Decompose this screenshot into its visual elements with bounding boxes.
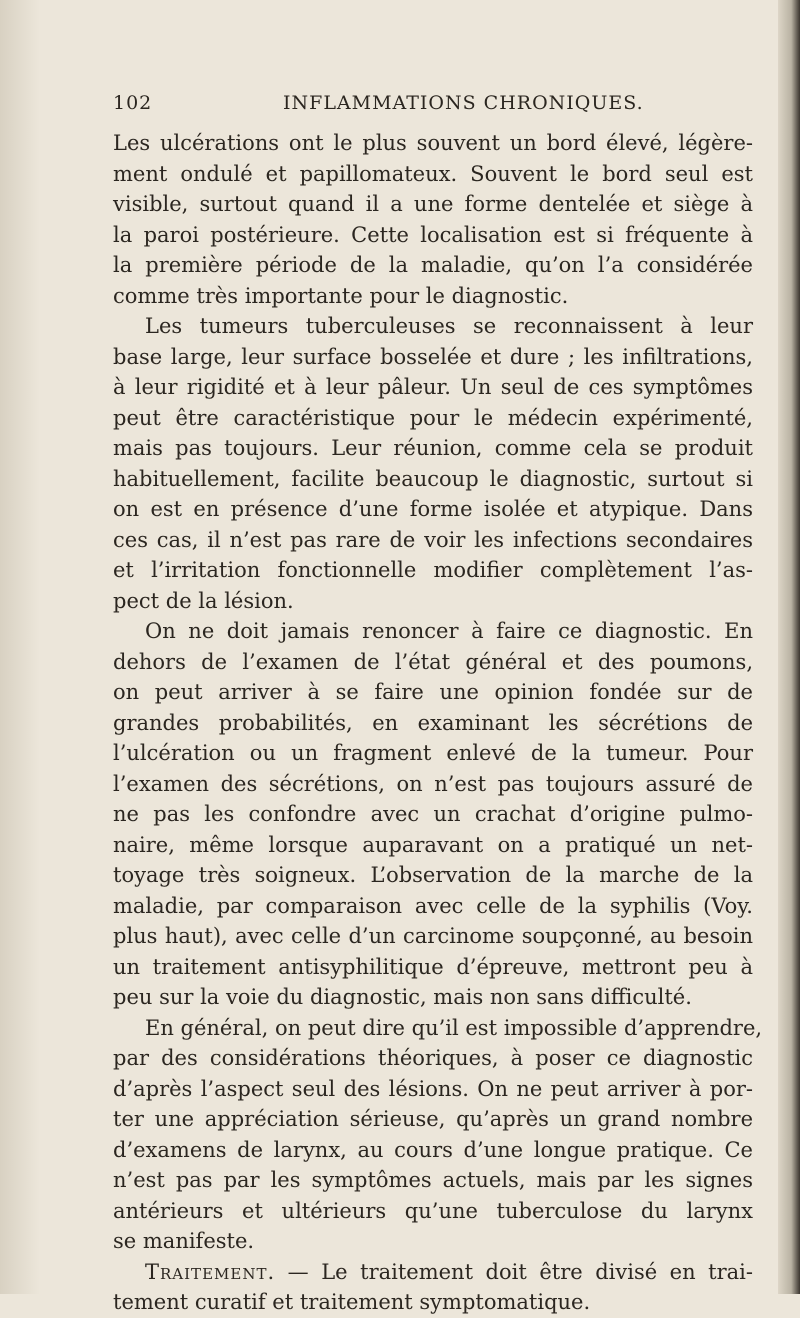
text-line: maladie, par comparaison avec celle de la syphilis (Voy. — [113, 893, 753, 918]
text-line: l’ulcération ou un fragment enlevé de la tumeur. Pour — [113, 741, 753, 765]
page-header — [113, 92, 753, 122]
text-line: d’examens de larynx, au cours d’une longue pratique. Ce — [113, 1137, 753, 1162]
text-line: comme très importante pour le diagnostic. — [113, 283, 569, 308]
text-line: tement curatif et traitement symptomatique. — [113, 1290, 591, 1314]
text-line: ment ondulé et papillomateux. Souvent le bord seul est — [113, 161, 753, 186]
text-line: dehors de l’examen de l’état général et des poumons, — [113, 649, 753, 674]
text-line: ces cas, il n’est pas rare de voir les infections secondaires — [113, 527, 753, 552]
text-line: ter une appréciation sérieuse, qu’après un grand nombre — [113, 1107, 753, 1131]
traitement-text: — Le traitement doit être divisé en trai- — [275, 1259, 753, 1284]
page-number: 102 — [113, 92, 153, 114]
text-line: à leur rigidité et à leur pâleur. Un seul de ces symptômes — [113, 375, 753, 399]
text-line: En général, on peut dire qu’il est impossible d’apprendre, — [145, 1015, 763, 1040]
text-line: mais pas toujours. Leur réunion, comme cela se produit — [113, 436, 753, 460]
text-line: peut être caractéristique pour le médecin expérimenté, — [113, 405, 753, 430]
text-line: par des considérations théoriques, à poser ce diagnostic — [113, 1046, 753, 1070]
text-line: se manifeste. — [113, 1229, 255, 1253]
text-line: n’est pas par les symptômes actuels, mais par les signes — [113, 1168, 753, 1192]
text-line: grandes probabilités, en examinant les sécrétions de — [113, 710, 753, 735]
text-line: et l’irritation fonctionnelle modifier complètement l’as- — [113, 558, 753, 582]
text-line: toyage très soigneux. L’observation de la marche de la — [113, 863, 753, 887]
body-text — [113, 128, 763, 1318]
text-line: plus haut), avec celle d’un carcinome soupçonné, au besoin — [113, 924, 753, 948]
text-line: On ne doit jamais renoncer à faire ce diagnostic. En — [145, 619, 753, 643]
text-line: la paroi postérieure. Cette localisation est si fréquente à — [113, 222, 753, 247]
text-line: pect de la lésion. — [113, 588, 294, 613]
text-line: Les ulcérations ont le plus souvent un bord élevé, légère- — [113, 131, 753, 155]
text-line: on est en présence d’une forme isolée et atypique. Dans — [113, 497, 753, 521]
running-title: INFLAMMATIONS CHRONIQUES. — [283, 92, 644, 114]
text-line: antérieurs et ultérieurs qu’une tuberculose du larynx — [113, 1198, 753, 1223]
page-gutter-shadow — [0, 0, 40, 1294]
text-line: habituellement, facilite beaucoup le diagnostic, surtout si — [113, 466, 753, 491]
text-line: un traitement antisyphilitique d’épreuve, mettront peu à — [113, 954, 753, 979]
text-line: naire, même lorsque auparavant on a pratiqué un net- — [113, 832, 753, 857]
text-line: base large, leur surface bosselée et dure ; les infiltrations, — [113, 344, 753, 369]
text-line: la première période de la maladie, qu’on l’a considérée — [113, 253, 753, 277]
page-edge — [778, 0, 800, 1294]
text-line: l’examen des sécrétions, on n’est pas toujours assuré de — [113, 771, 753, 796]
text-line: ne pas les confondre avec un crachat d’origine pulmo- — [113, 802, 753, 826]
text-line: peu sur la voie du diagnostic, mais non sans difficulté. — [113, 985, 692, 1009]
text-line: Les tumeurs tuberculeuses se reconnaissent à leur — [145, 314, 753, 338]
text-line: on peut arriver à se faire une opinion fondée sur de — [113, 680, 753, 704]
text-line: visible, surtout quand il a une forme dentelée et siège à — [113, 192, 753, 216]
text-line: d’après l’aspect seul des lésions. On ne peut arriver à por- — [113, 1076, 753, 1101]
traitement-label: Traitement. — [145, 1259, 276, 1284]
traitement-heading-line — [113, 1257, 753, 1288]
